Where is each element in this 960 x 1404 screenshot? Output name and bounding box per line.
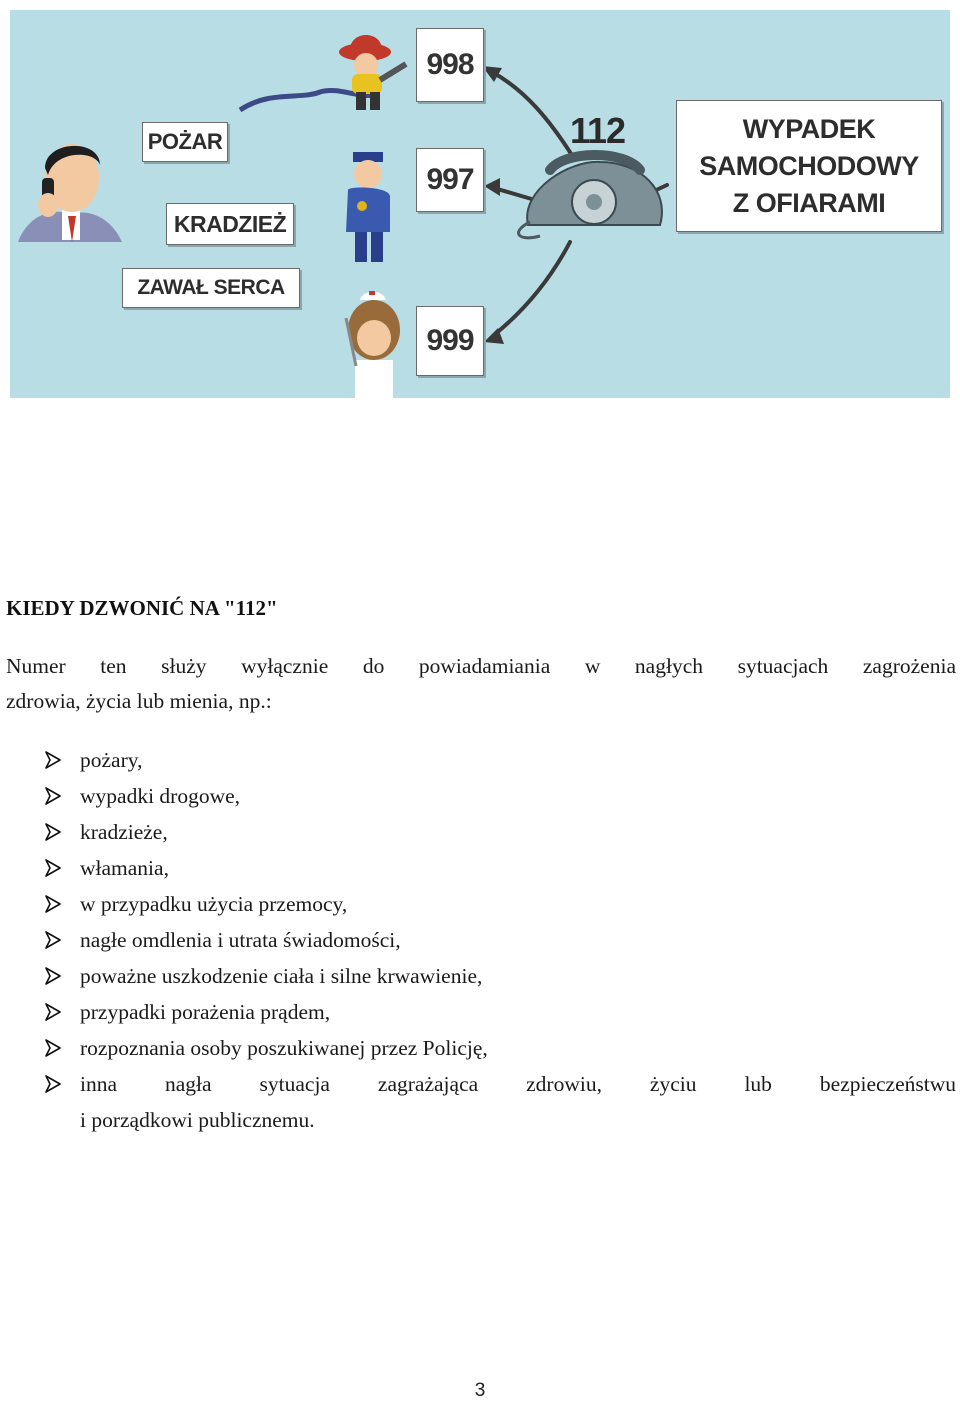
arrow-bullet-icon <box>44 1075 62 1093</box>
section-heading: KIEDY DZWONIĆ NA "112" <box>6 596 278 620</box>
list-item-text: kradzieże, <box>80 820 168 844</box>
label-fire: POŻAR <box>142 122 228 162</box>
list-item-text-line-2: i porządkowi publicznemu. <box>80 1108 315 1132</box>
arrow-bullet-icon <box>44 895 62 913</box>
list-item <box>44 922 956 958</box>
list-item <box>44 778 956 814</box>
list-item-text: wypadki drogowe, <box>80 784 241 808</box>
list-item-text: przypadki porażenia prądem, <box>80 1000 331 1024</box>
list-item <box>44 814 956 850</box>
list-item-text: nagłe omdlenia i utrata świadomości, <box>80 928 401 952</box>
nurse-icon <box>346 291 400 398</box>
intro-paragraph <box>6 649 956 719</box>
man-on-phone-icon <box>18 144 122 242</box>
intro-line-2: zdrowia, życia lub mienia, np.: <box>6 689 272 713</box>
arrow-bullet-icon <box>44 859 62 877</box>
emergency-numbers-illustration <box>10 10 950 398</box>
list-item <box>44 994 956 1030</box>
list-item-text: pożary, <box>80 748 143 772</box>
list-item <box>44 886 956 922</box>
list-item <box>44 958 956 994</box>
arrow-bullet-icon <box>44 1039 62 1057</box>
label-theft: KRADZIEŻ <box>166 203 294 245</box>
list-item <box>44 1030 956 1066</box>
arrow-to-999 <box>494 242 570 335</box>
number-112: 112 <box>570 110 626 151</box>
label-heart-attack: ZAWAŁ SERCA <box>122 268 300 308</box>
arrow-to-997 <box>494 188 535 200</box>
telephone-icon <box>519 155 662 238</box>
police-officer-icon <box>346 152 390 262</box>
list-item-text: rozpoznania osoby poszukiwanej przez Policję, <box>80 1036 488 1060</box>
list-item <box>44 850 956 886</box>
list-item-text: poważne uszkodzenie ciała i silne krwawienie, <box>80 964 483 988</box>
arrow-to-998 <box>492 72 575 160</box>
arrow-bullet-icon <box>44 787 62 805</box>
emergency-situations-list <box>44 742 956 1138</box>
arrow-bullet-icon <box>44 931 62 949</box>
number-999: 999 <box>416 306 484 376</box>
list-item-text: włamania, <box>80 856 169 880</box>
label-car-accident: WYPADEK SAMOCHODOWY Z OFIARAMI <box>676 100 942 232</box>
page-number: 3 <box>474 1380 486 1401</box>
firefighter-icon <box>339 35 406 110</box>
list-item <box>44 742 956 778</box>
list-item-text-line-1: inna nagła sytuacja zagrażająca zdrowiu, życiu lub bezpieczeństwu <box>80 1072 956 1096</box>
number-997: 997 <box>416 148 484 212</box>
list-item <box>44 1066 956 1138</box>
arrow-bullet-icon <box>44 823 62 841</box>
list-item-text: w przypadku użycia przemocy, <box>80 892 348 916</box>
number-998: 998 <box>416 28 484 102</box>
arrow-bullet-icon <box>44 751 62 769</box>
intro-line-1: Numer ten służy wyłącznie do powiadamiania w nagłych sytuacjach zagrożenia <box>6 654 956 678</box>
arrow-bullet-icon <box>44 1003 62 1021</box>
arrow-bullet-icon <box>44 967 62 985</box>
